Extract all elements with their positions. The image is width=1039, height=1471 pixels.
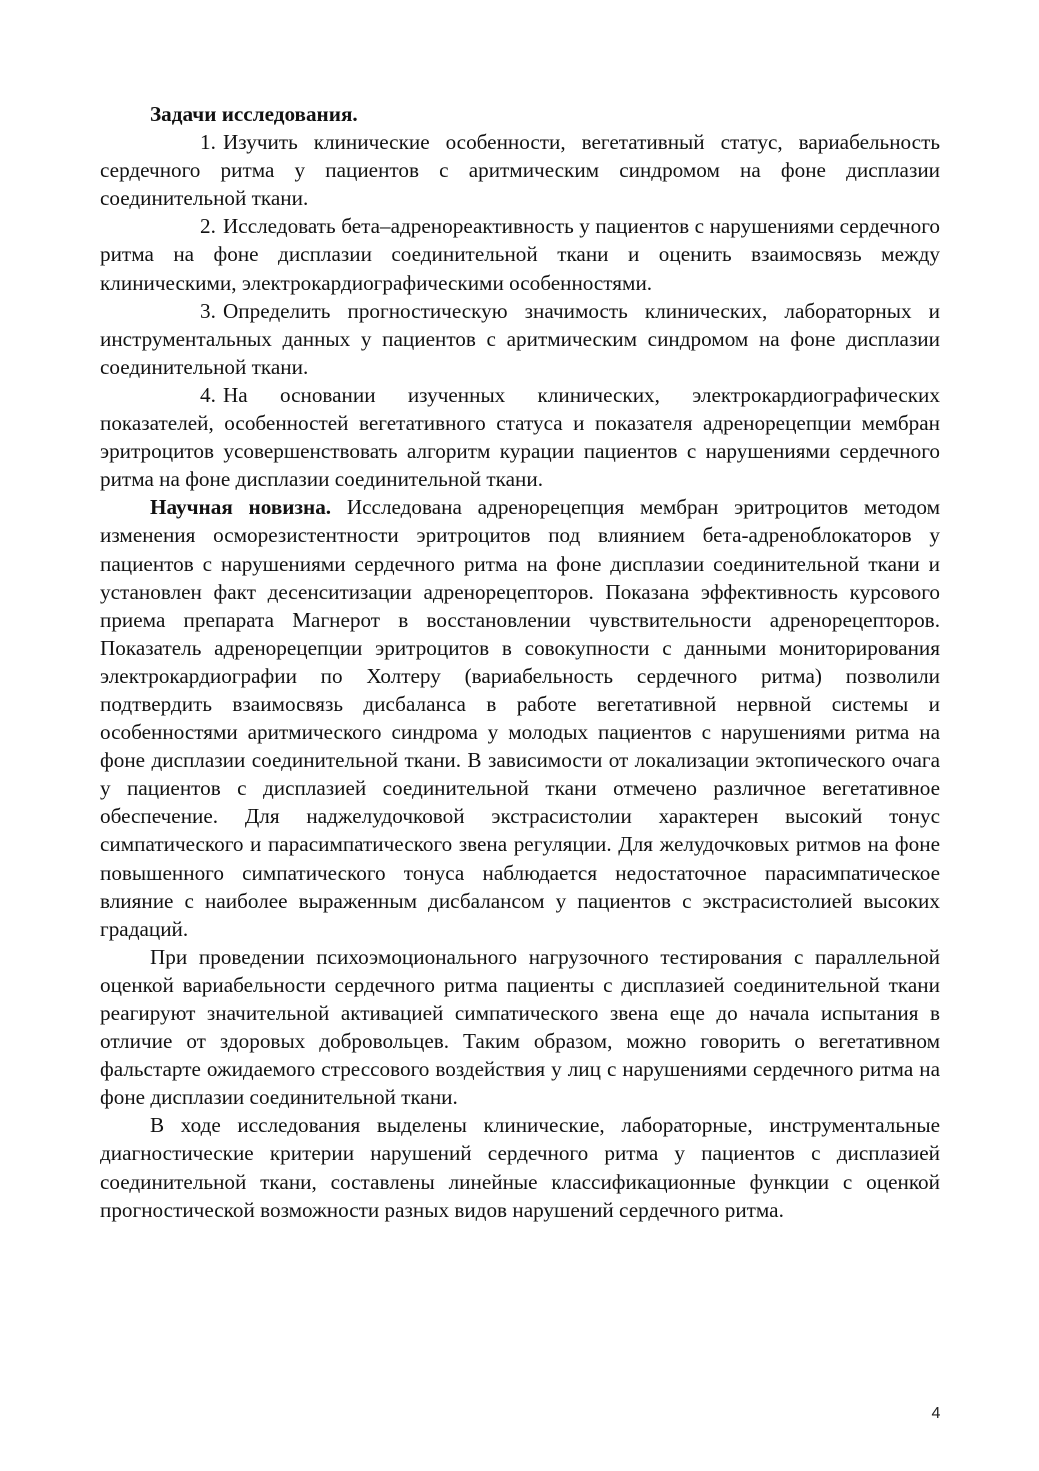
task-text: На основании изученных клинических, электрокардиографических показателей, особенностей вегетативного статуса и показателя адренорецепции мембран эритроцитов усовершенствовать алгоритм курации пациентов с нарушениями сердечного ритма на фоне дисплазии соединительной ткани. — [100, 382, 940, 492]
page-content — [100, 100, 940, 1224]
task-number: 3. — [200, 298, 216, 323]
novelty-lead: Научная новизна. — [150, 495, 332, 520]
section-heading: Задачи исследования. — [150, 102, 358, 126]
page-number: 4 — [931, 1405, 941, 1422]
stress-test-paragraph: При проведении психоэмоционального нагрузочного тестирования с параллельной оценкой вариабельности сердечного ритма пациенты с дисплазией соединительной ткани реагируют значительной активацией симпатического звена еще до начала испытания в отличие от здоровых добровольцев. Таким образом, можно говорить о вегетативном фальстарте ожидаемого стрессового воздействия у лиц с нарушениями сердечного ритма на фоне дисплазии соединительной ткани. — [100, 944, 940, 1110]
novelty-text: Исследована адренорецепция мембран эритроцитов методом изменения осморезистентности эритроцитов под влиянием бета-адреноблокаторов у пациентов с нарушениями сердечного ритма на фоне дисплазии соединительной ткани и установлен факт десенситизации адренорецепторов. Показана эффективность курсового приема препарата Магнерот в восстановлении чувствительности адренорецепторов. Показатель адренорецепции эритроцитов в совокупности с данными мониторирования электрокардиографии по Холтеру (вариабельность сердечного ритма) позволили подтвердить взаимосвязь дисбаланса в работе вегетативной нервной системы и особенностями аритмического синдрома у молодых пациентов с нарушениями ритма на фоне дисплазии соединительной ткани. В зависимости от локализации эктопического очага у пациентов с дисплазией соединительной ткани отмечено различное вегетативное обеспечение. Для наджелудочковой экстрасистолии характерен высокий тонус симпатического и парасимпатического звена регуляции. Для желудочковых ритмов на фоне повышенного симпатического тонуса наблюдается недостаточное парасимпатическое влияние с наиболее выраженным дисбалансом у пациентов с экстрасистолией высоких градаций. — [100, 495, 940, 941]
task-number: 1. — [200, 130, 216, 155]
criteria-paragraph: В ходе исследования выделены клинические, лабораторные, инструментальные диагностические критерии нарушений сердечного ритма у пациентов с дисплазией соединительной ткани, составлены линейные классификационные функции с оценкой прогностической возможности разных видов нарушений сердечного ритма. — [100, 1113, 940, 1222]
task-text: Определить прогностическую значимость клинических, лабораторных и инструментальных данных у пациентов с аритмическим синдромом на фоне дисплазии соединительной ткани. — [100, 298, 940, 379]
task-number: 2. — [200, 214, 216, 239]
task-text: Изучить клинические особенности, вегетативный статус, вариабельность сердечного ритма у пациентов с аритмическим синдромом на фоне дисплазии соединительной ткани. — [100, 130, 940, 211]
task-number: 4. — [200, 382, 216, 407]
task-item-3 — [100, 297, 940, 381]
task-item-1 — [100, 128, 940, 212]
task-item-2 — [100, 212, 940, 296]
novelty-paragraph — [100, 493, 940, 943]
task-item-4 — [100, 381, 940, 493]
task-text: Исследовать бета–адренореактивность у пациентов с нарушениями сердечного ритма на фоне дисплазии соединительной ткани и оценить взаимосвязь между клиническими, электрокардиографическими особенностями. — [100, 214, 940, 295]
